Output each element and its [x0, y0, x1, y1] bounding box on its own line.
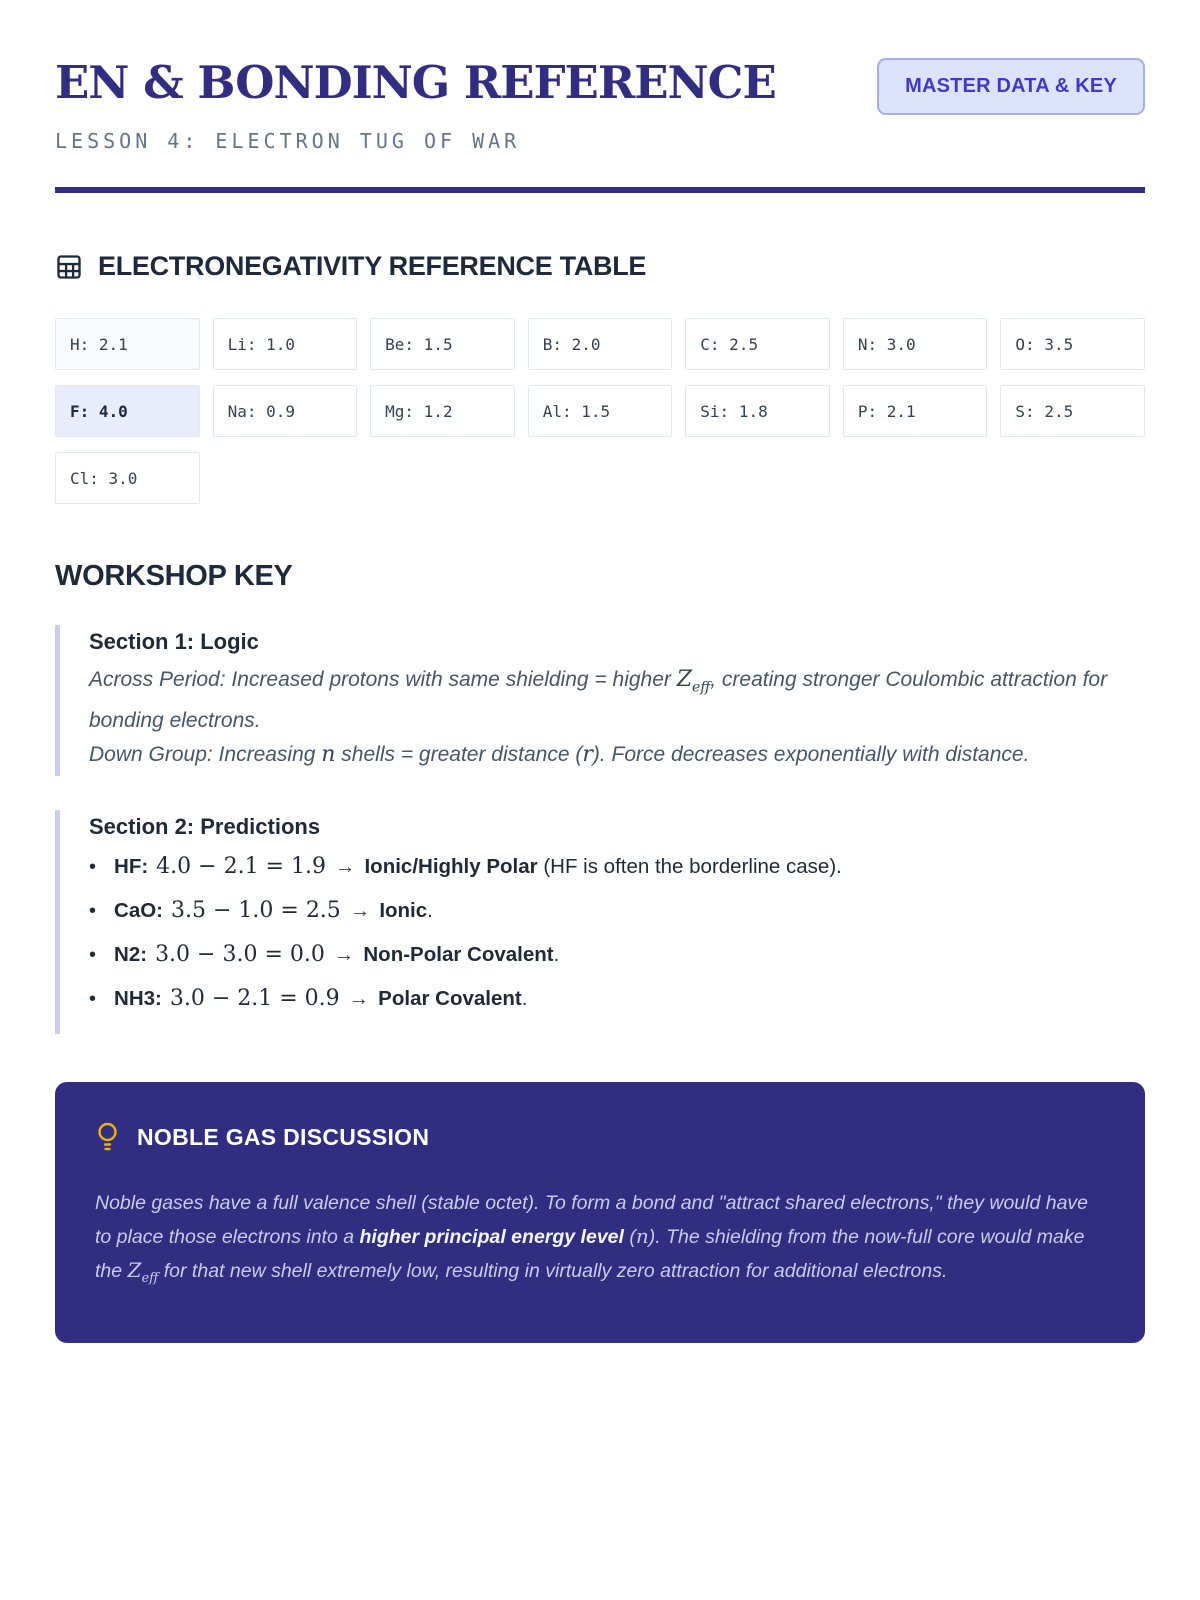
en-table-heading: [55, 251, 1145, 282]
bullet-icon: •: [89, 988, 97, 1011]
n-math: n: [321, 742, 336, 768]
section-1-logic-block: [55, 625, 1145, 776]
arrow-icon: →: [334, 855, 356, 879]
header: [55, 58, 1145, 115]
lesson-subtitle: LESSON 4: ELECTRON TUG OF WAR: [55, 129, 521, 153]
en-cell: Be: 1.5: [370, 318, 515, 370]
en-cell: P: 2.1: [843, 385, 988, 437]
master-data-key-button[interactable]: MASTER DATA & KEY: [877, 58, 1145, 115]
logic-line2-text: Down Group: Increasing: [89, 743, 322, 767]
logic-line2-mid: shells = greater distance (: [335, 743, 583, 767]
z-eff-math: $Z_{eff}$: [676, 667, 711, 696]
en-grid: [55, 318, 1145, 504]
logic-line1-tail: , creating stronger Coulombic attraction for bonding electrons.: [89, 668, 1108, 733]
r-math: r: [582, 742, 593, 768]
logic-line2-tail: ). Force decreases exponentially with distance.: [592, 743, 1030, 767]
arrow-icon: →: [348, 987, 370, 1011]
workshop-key-heading: WORKSHOP KEY: [55, 560, 293, 592]
en-cell: Al: 1.5: [528, 385, 673, 437]
en-cell: Na: 0.9: [213, 385, 358, 437]
noble-bold-phrase: higher principal energy level: [359, 1226, 624, 1249]
prediction-item-n2: • N2: 3.0 − 3.0 = 0.0 → Non-Polar Covalent.: [89, 942, 560, 968]
noble-header: [95, 1122, 1105, 1153]
lightbulb-icon: [95, 1122, 120, 1153]
arrow-icon: →: [349, 899, 371, 923]
section-2-title: Section 2: Predictions: [89, 814, 321, 840]
n-math: n: [635, 1224, 649, 1249]
logic-line1-text: Across Period: Increased protons with same shielding = higher: [89, 668, 677, 691]
en-cell: Mg: 1.2: [370, 385, 515, 437]
en-cell: H: 2.1: [55, 318, 200, 370]
section-2-predictions-block: [55, 810, 1145, 1034]
header-divider: [55, 187, 1145, 193]
prediction-item-hf: • HF: 4.0 − 2.1 = 1.9 → Ionic/Highly Polar (HF is often the borderline case).: [89, 854, 842, 880]
predictions-list: [89, 854, 1145, 1011]
noble-paragraph: Noble gases have a full valence shell (stable octet). To form a bond and "attract shared electrons," they would have to place those electrons into a higher principal energy level (n). The shielding from the now-full core would make the $Z_{eff}$ for that new shell extremely low, resulting in virtually zero attraction for additional electrons.: [95, 1192, 1089, 1287]
bullet-icon: •: [89, 944, 97, 967]
z-eff-math: $Z_{eff}$: [127, 1258, 159, 1287]
en-cell: S: 2.5: [1000, 385, 1145, 437]
en-cell: Li: 1.0: [213, 318, 358, 370]
en-cell: O: 3.5: [1000, 318, 1145, 370]
en-cell: F: 4.0: [55, 385, 200, 437]
prediction-item-cao: • CaO: 3.5 − 1.0 = 2.5 → Ionic.: [89, 898, 433, 924]
table-grid-icon: [55, 253, 83, 281]
en-table-heading-label: ELECTRONEGATIVITY REFERENCE TABLE: [98, 251, 647, 281]
en-cell: C: 2.5: [685, 318, 830, 370]
en-cell: B: 2.0: [528, 318, 673, 370]
bullet-icon: •: [89, 856, 97, 879]
section-1-title: Section 1: Logic: [89, 629, 259, 654]
en-cell: Si: 1.8: [685, 385, 830, 437]
page-title: EN & BONDING REFERENCE: [55, 56, 776, 109]
bullet-icon: •: [89, 900, 97, 923]
en-cell: N: 3.0: [843, 318, 988, 370]
noble-title: NOBLE GAS DISCUSSION: [137, 1124, 430, 1151]
prediction-item-nh3: • NH3: 3.0 − 2.1 = 0.9 → Polar Covalent.: [89, 986, 528, 1012]
noble-gas-discussion-card: [55, 1082, 1145, 1343]
section-1-paragraph: [89, 663, 1109, 772]
arrow-icon: →: [333, 943, 355, 967]
en-cell: Cl: 3.0: [55, 452, 200, 504]
